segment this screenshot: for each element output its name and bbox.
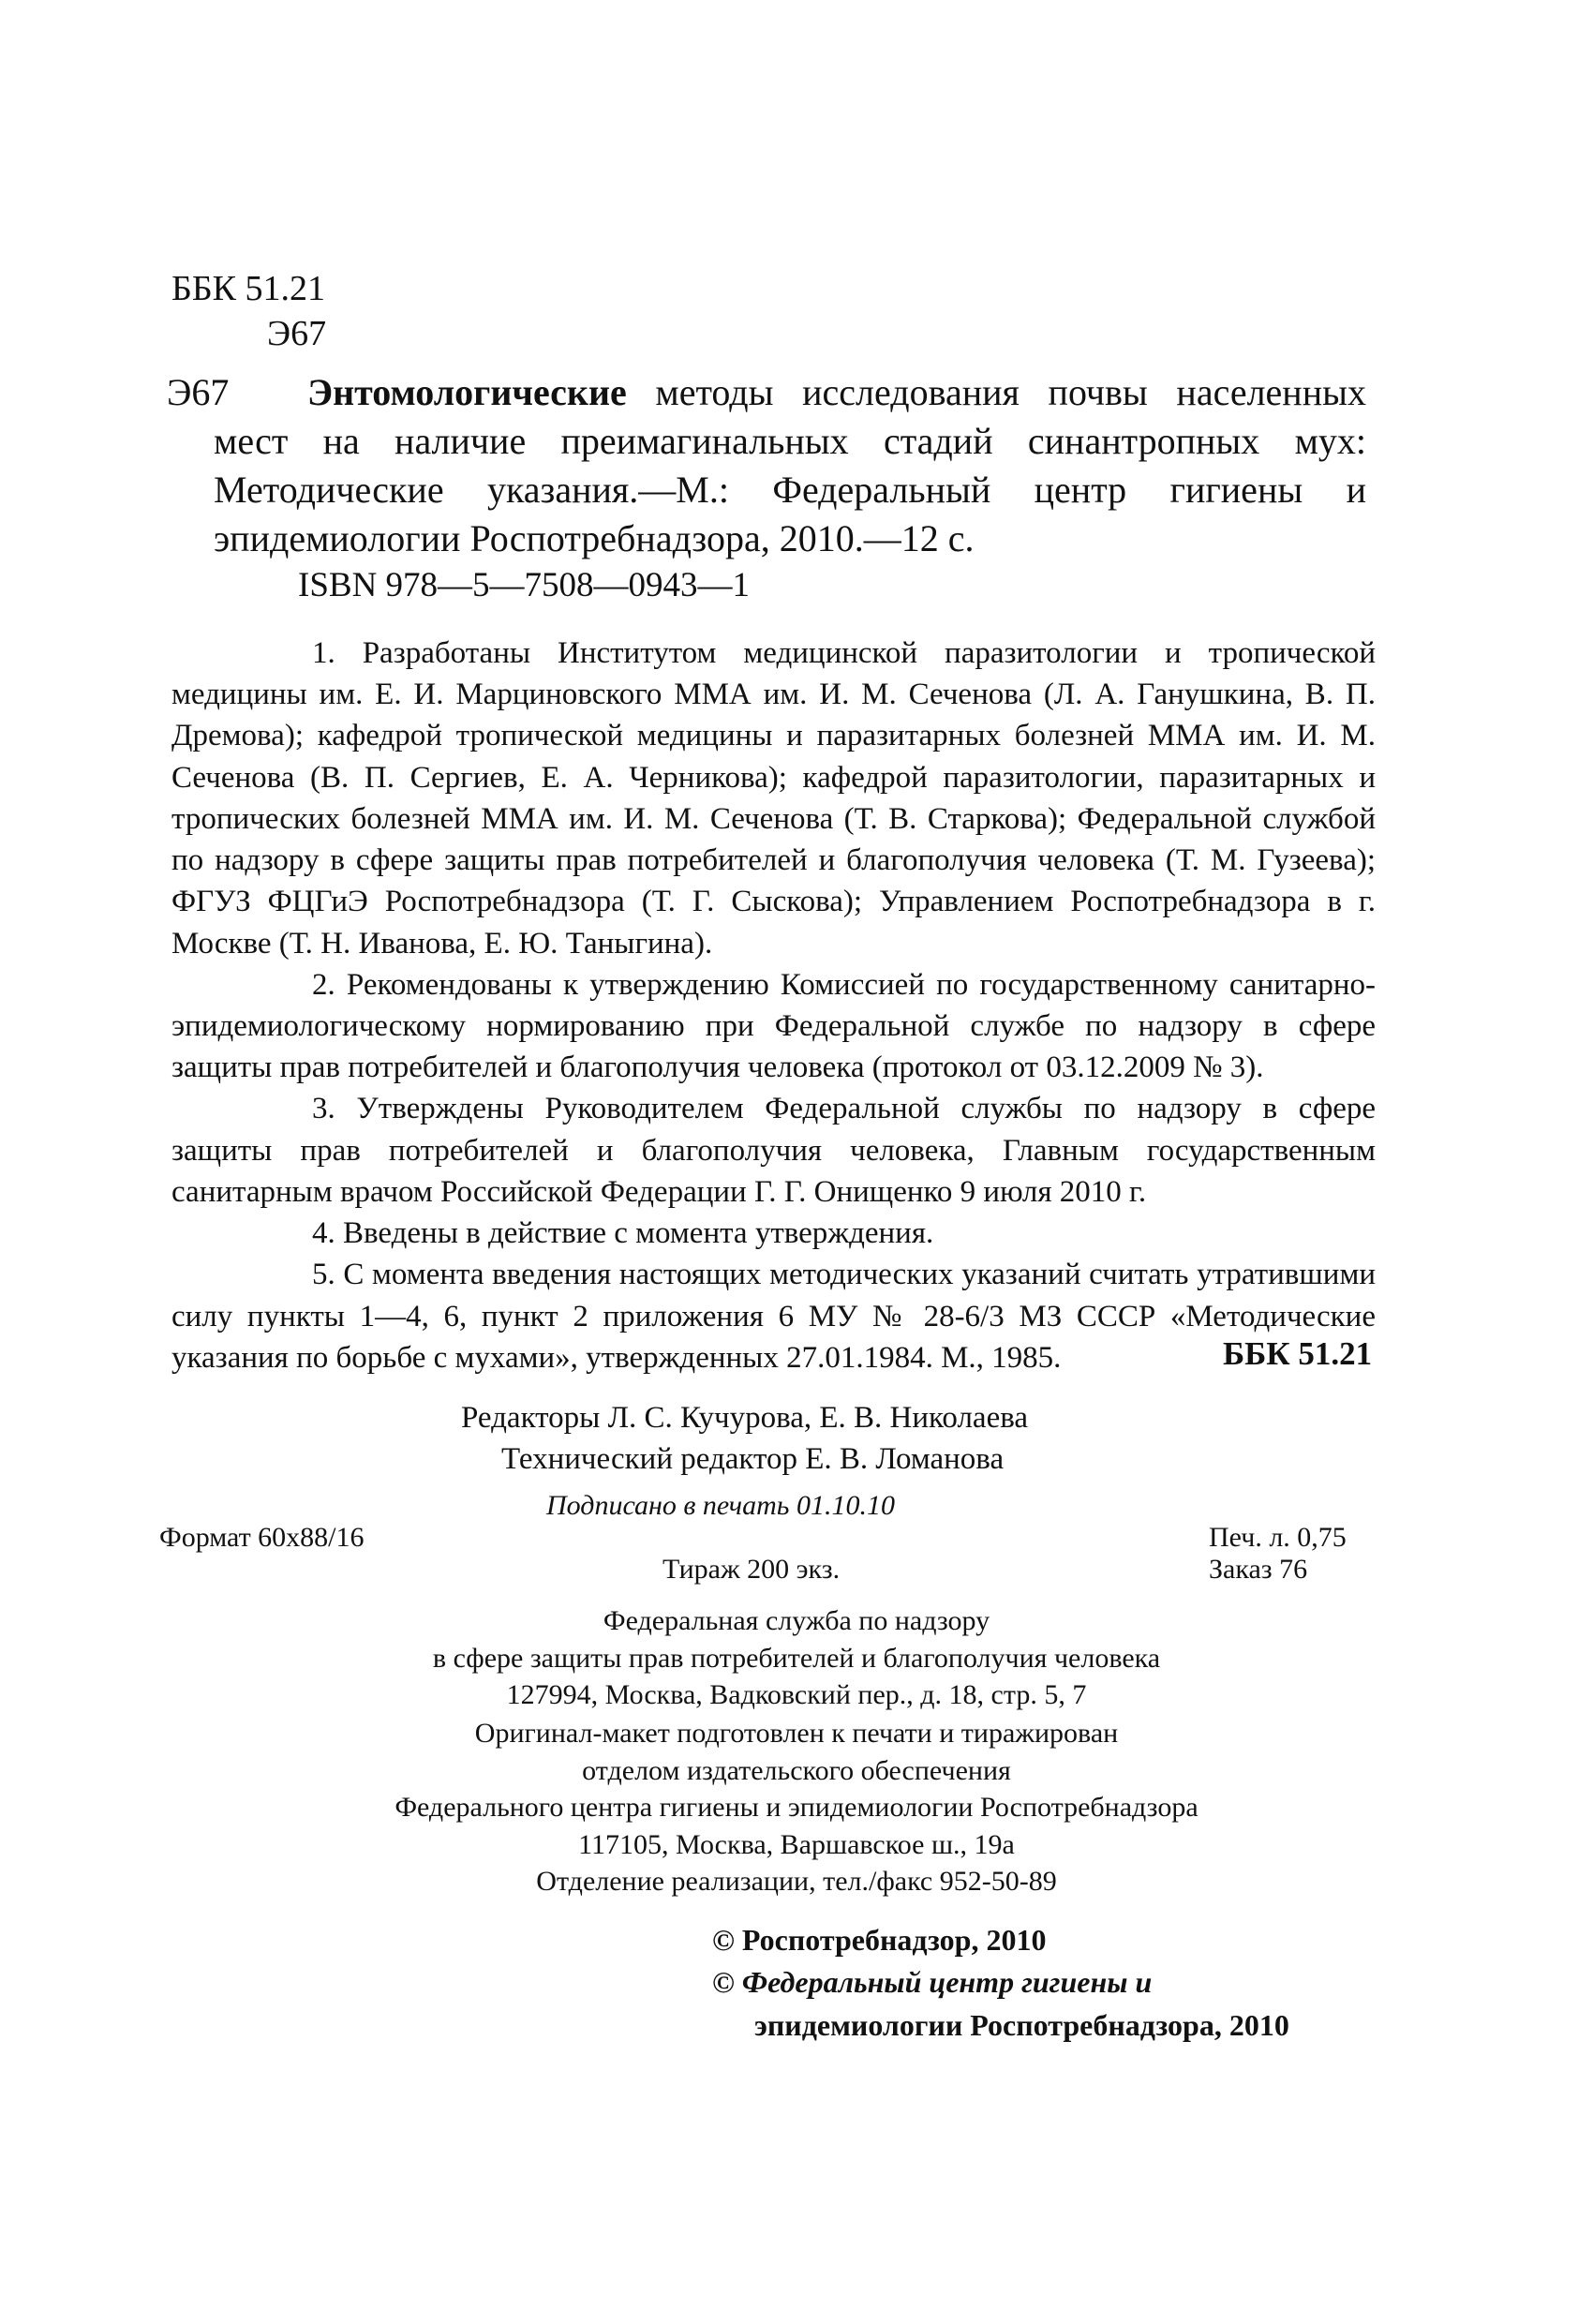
author-mark: Э67 [267,314,327,353]
circulation: Тираж 200 экз. [663,1554,841,1585]
bibliographic-entry [167,368,1366,563]
copyright-line: © Федеральный центр гигиены и [712,1965,1153,2000]
order-number: Заказ 76 [1209,1554,1308,1585]
note-effective: 4. Введены в действие с момента утверждения. [312,1216,934,1251]
isbn: ISBN 978—5—7508—0943—1 [298,566,751,604]
sales-department: Отделение реализации, тел./факс 952-50-89 [536,1866,1057,1898]
tech-editor-line: Технический редактор Е. В. Ломанова [501,1442,1005,1476]
copyright-block [712,1919,1289,2047]
printer-address: 117105, Москва, Варшавское ш., 19а [578,1828,1015,1860]
copyright-line: © Роспотребнадзор, 2010 [712,1923,1047,1957]
print-format: Формат 60x88/16 [159,1522,365,1553]
entry-title-rest: методы исследования почвы населенных мест на наличие преимагинальных стадий синантропных мух: Методические указания.—М.: Федеральный центр гигиены и эпидемиологии Роспотребнадзора, 2010.—12 с. [214,371,1366,559]
entry-title-bold: Энтомологические [307,371,627,413]
note-recommended: 2. Рекомендованы к утверждению Комиссией по государственному санитарно-эпидемиологическому нормированию при Федеральной службе по надзору в сфере защиты прав потребителей и благополучия человека (протокол от 03.12.2009 № 3). [171,967,1376,1085]
copyright-line: эпидемиологии Роспотребнадзора, 2010 [754,2007,1289,2042]
printer-block [281,1715,1312,1900]
printed-sheets: Печ. л. 0,75 [1209,1522,1347,1553]
note-approved: 3. Утверждены Руководителем Федеральной службы по надзору в сфере защиты прав потребителей и благополучия человека, Главным государственным санитарным врачом Российской Федерации Г. Г. Онищенко 9 июля 2010 г. [171,1092,1376,1209]
publisher-address: 127994, Москва, Вадковский пер., д. 18, стр. 5, 7 [506,1679,1087,1711]
note-superseded: 5. С момента введения настоящих методических указаний считать утратившими силу пункты 1—4, 6, пункт 2 приложения 6 МУ № 28-6/3 МЗ СССР «Методические указания по борьбе с мухами», утвержденных 27.01.1984. М., 1985. [171,1258,1376,1375]
note-developed: 1. Разработаны Институтом медицинской паразитологии и тропической медицины им. Е. И. Марциновского ММА им. И. М. Сеченова (Л. А. Ганушкина, В. П. Дремова); кафедрой тропической медицины и паразитарных болезней ММА им. И. М. Сеченова (В. П. Сергиев, Е. А. Черникова); кафедрой паразитологии, паразитарных и тропических болезней ММА им. И. М. Сеченова (Т. В. Старкова); Федеральной службой по надзору в сфере защиты прав потребителей и благополучия человека (Т. М. Гузеева); ФГУЗ ФЦГиЭ Роспотребнадзора (Т. Г. Сыскова); Управлением Роспотребнадзора в г. Москве (Т. Н. Иванова, Е. Ю. Таныгина). [171,636,1376,961]
publisher-line: Федеральная служба по надзору [603,1605,990,1636]
entry-author-mark: Э67 [167,371,230,413]
development-notes [171,633,1376,1378]
publisher-block [281,1602,1312,1714]
printer-line: Оригинал-макет подготовлен к печати и тиражирован [474,1718,1119,1749]
printer-line: Федерального центра гигиены и эпидемиологии Роспотребнадзора [395,1792,1198,1824]
bbk-code: ББК 51.21 [171,269,325,308]
publisher-line: в сфере защиты прав потребителей и благополучия человека [432,1642,1161,1674]
bbk-bottom: ББК 51.21 [1223,1335,1373,1372]
editors-line: Редакторы Л. С. Кучурова, Е. В. Николаева [461,1401,1029,1435]
signed-for-print: Подписано в печать 01.10.10 [546,1490,895,1521]
printer-line: отделом издательского обеспечения [582,1754,1011,1786]
